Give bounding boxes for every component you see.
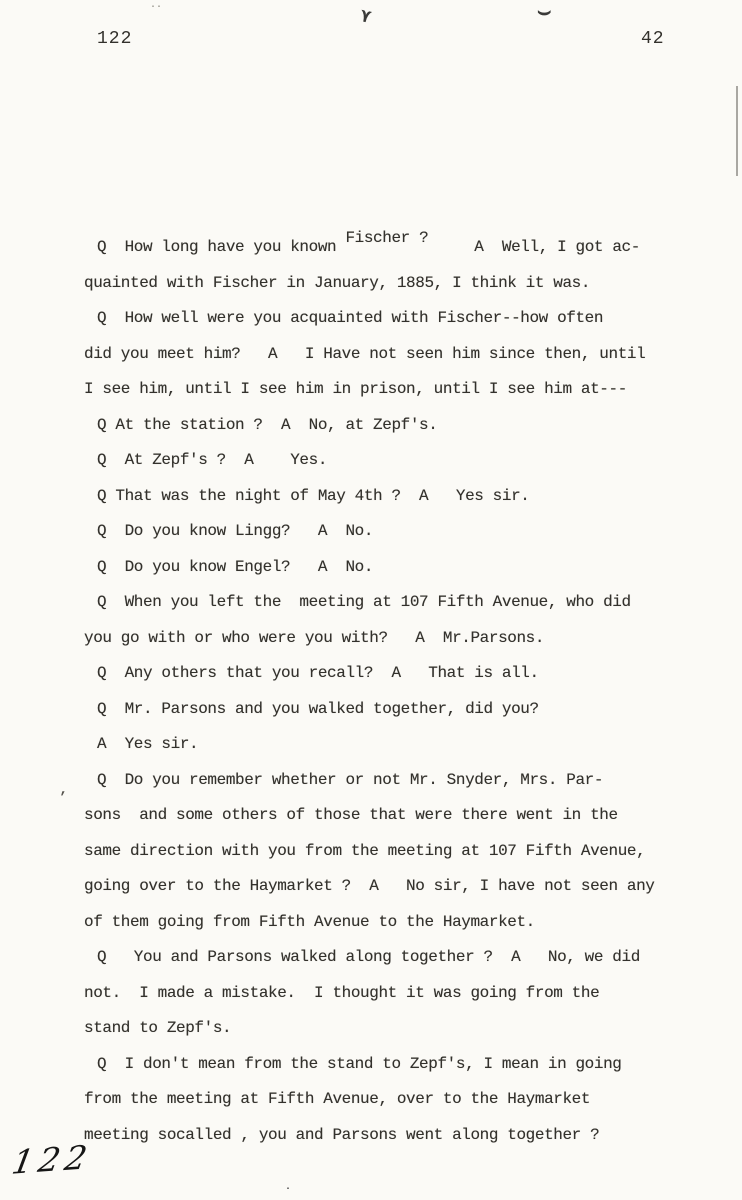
transcript-line <box>84 692 724 728</box>
transcript-line <box>84 230 724 266</box>
line-text: A Yes sir. <box>97 735 199 753</box>
raised-interlined-text: Fischer ? <box>345 229 429 247</box>
transcript-line <box>84 976 724 1012</box>
transcript-line <box>84 727 724 763</box>
ink-smudge-top-right: ⌣ <box>537 0 552 25</box>
handwritten-page-number: 122 <box>8 1137 96 1182</box>
line-text: Q I don't mean from the stand to Zepf's, I mean in going <box>97 1054 622 1073</box>
transcript-line <box>84 372 724 408</box>
line-text: sons and some others of those that were there went in the <box>84 806 618 824</box>
line-text: Q How well were you acquainted with Fischer--how often <box>97 309 604 327</box>
transcript-line <box>84 1011 724 1047</box>
transcript-line <box>84 1118 724 1154</box>
line-text: Q That was the night of May 4th ? A Yes sir. <box>97 486 530 505</box>
line-text: Q When you left the meeting at 107 Fifth Avenue, who did <box>97 593 631 611</box>
line-text: quainted with Fischer in January, 1885, I think it was. <box>84 273 591 292</box>
line-text: from the meeting at Fifth Avenue, over to the Haymarket <box>84 1090 591 1108</box>
transcript-line <box>84 656 724 692</box>
line-text: Q Mr. Parsons and you walked together, did you? <box>97 699 539 718</box>
line-text: you go with or who were you with? A Mr.Parsons. <box>84 628 545 647</box>
line-text: Q How long have you known <box>97 238 346 256</box>
line-text: same direction with you from the meeting at 107 Fifth Avenue, <box>84 841 646 860</box>
line-text: did you meet him? A I Have not seen him since then, until <box>84 344 646 363</box>
transcript-line <box>84 443 724 479</box>
ink-smudge-top-center: ⋎ <box>357 7 373 29</box>
line-text: Q Do you know Engel? A No. <box>97 557 374 576</box>
transcript-line <box>84 337 724 373</box>
transcript-line <box>84 798 724 834</box>
transcript-line <box>84 266 724 302</box>
typed-page-number-left: 122 <box>97 29 133 49</box>
transcript-line <box>84 621 724 657</box>
transcript-line <box>84 585 724 621</box>
line-text: going over to the Haymarket ? A No sir, I have not seen any <box>84 877 655 895</box>
transcript-line <box>84 1047 724 1083</box>
typed-page-number-right: 42 <box>641 29 665 49</box>
line-text: Q You and Parsons walked along together ? A No, we did <box>97 948 640 966</box>
ink-speck-bottom: · <box>285 1184 292 1195</box>
line-text: A Well, I got ac- <box>428 238 640 256</box>
transcript-line <box>84 905 724 941</box>
ink-speck-top-left: ·· <box>150 2 163 13</box>
line-text: Q Any others that you recall? A That is all. <box>97 664 539 682</box>
transcript-body <box>84 230 724 1153</box>
transcript-line <box>84 763 724 799</box>
transcript-line <box>84 479 724 515</box>
transcript-line <box>84 301 724 337</box>
line-text: meeting socalled , you and Parsons went along together ? <box>84 1125 600 1144</box>
transcript-line <box>84 408 724 444</box>
line-text: of them going from Fifth Avenue to the Haymarket. <box>84 912 535 931</box>
transcript-line <box>84 514 724 550</box>
transcript-line <box>84 940 724 976</box>
transcript-line <box>84 1082 724 1118</box>
transcript-line <box>84 869 724 905</box>
ink-tick-left-margin: ‚ <box>59 782 68 798</box>
line-text: Q At the station ? A No, at Zepf's. <box>97 415 438 434</box>
line-text: Q Do you remember whether or not Mr. Snyder, Mrs. Par- <box>97 770 604 789</box>
line-text: Q At Zepf's ? A Yes. <box>97 451 328 469</box>
transcript-line <box>84 834 724 870</box>
transcript-line <box>84 550 724 586</box>
line-text: I see him, until I see him in prison, until I see him at--- <box>84 380 627 398</box>
line-text: Q Do you know Lingg? A No. <box>97 522 374 540</box>
line-text: stand to Zepf's. <box>84 1019 232 1037</box>
line-text: not. I made a mistake. I thought it was going from the <box>84 983 600 1002</box>
scan-line-right-margin <box>736 86 738 176</box>
